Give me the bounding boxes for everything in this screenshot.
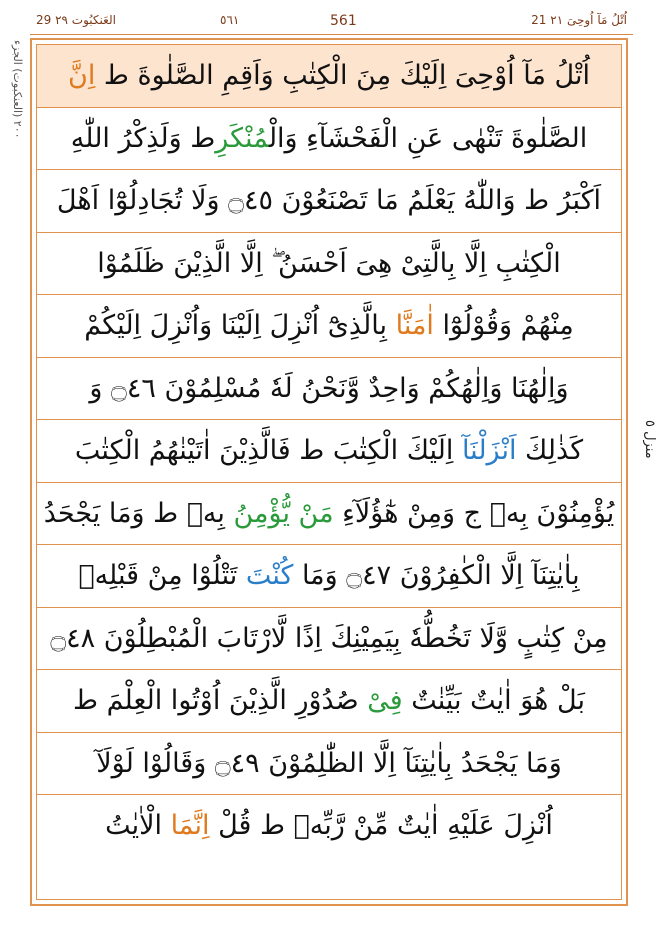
manzil-marker: منزل ٥ <box>642 420 657 459</box>
verse-line: الصَّلٰوةَ تَنْهٰی عَنِ الْفَحْشَآءِ وَالْمُنْكَرِط وَلَذِكْرُ اللّٰهِ <box>37 108 621 171</box>
side-margin-left: ٢٠٠ (العنكبوت) الجزء <box>11 40 24 139</box>
page-number: 561 <box>330 13 357 29</box>
verse-line: الْكِتٰبِ اِلَّا بِالَّتِیْ هِیَ اَحْسَنُ ۖ اِلَّا الَّذِیْنَ ظَلَمُوْا <box>37 233 621 296</box>
surah-name-label: 29 العَنكبُوت ٢٩ <box>36 13 116 27</box>
text-frame <box>30 38 628 906</box>
page-number-arabic: ٥٦١ <box>220 13 240 27</box>
text-frame-inner <box>36 44 622 900</box>
verse-line: اَكْبَرُ ط وَاللّٰهُ یَعْلَمُ مَا تَصْنَعُوْنَ ۝٤٥ وَلَا تُجَادِلُوْٓا اَهْلَ <box>37 170 621 233</box>
verse-line: كَذٰلِكَ اَنْزَلْنَآ اِلَیْكَ الْكِتٰبَ ط فَالَّذِیْنَ اٰتَیْنٰهُمُ الْكِتٰبَ <box>37 420 621 483</box>
verse-line: وَمَا یَجْحَدُ بِاٰیٰتِنَآ اِلَّا الظّٰلِمُوْنَ ۝٤٩ وَقَالُوْا لَوْلَآ <box>37 733 621 796</box>
verse-line: اُتْلُ مَآ اُوْحِیَ اِلَیْكَ مِنَ الْكِتٰبِ وَاَقِمِ الصَّلٰوةَ ط اِنَّ <box>37 45 621 108</box>
verse-line: یُؤْمِنُوْنَ بِهٖ ج وَمِنْ هٰٓؤُلَآءِ مَنْ یُّؤْمِنُ بِهٖ ط وَمَا یَجْحَدُ <box>37 483 621 546</box>
verse-line: مِنْهُمْ وَقُوْلُوْٓا اٰمَنَّا بِالَّذِیْٓ اُنْزِلَ اِلَیْنَا وَاُنْزِلَ اِلَیْكُمْ <box>37 295 621 358</box>
verse-line: بَلْ هُوَ اٰیٰتٌ بَیِّنٰتٌ فِیْ صُدُوْرِ الَّذِیْنَ اُوْتُوا الْعِلْمَ ط <box>37 670 621 733</box>
verse-line: مِنْ كِتٰبٍ وَّلَا تَخُطُّهٗ بِیَمِیْنِكَ اِذًا لَّارْتَابَ الْمُبْطِلُوْنَ ۝٤٨ <box>37 608 621 671</box>
page-header <box>30 10 633 35</box>
juz-name-label: 21 اُتْلُ مَآ اُوحِیَ ٢١ <box>531 13 627 27</box>
verse-line: بِاٰیٰتِنَآ اِلَّا الْكٰفِرُوْنَ ۝٤٧ وَمَا كُنْتَ تَتْلُوْا مِنْ قَبْلِهٖ <box>37 545 621 608</box>
verse-line: اُنْزِلَ عَلَیْهِ اٰیٰتٌ مِّنْ رَّبِّهٖ ط قُلْ اِنَّمَا الْاٰیٰتُ <box>105 810 553 841</box>
verse-line: وَاِلٰهُنَا وَاِلٰهُكُمْ وَاحِدٌ وَّنَحْنُ لَهٗ مُسْلِمُوْنَ ۝٤٦ وَ <box>37 358 621 421</box>
